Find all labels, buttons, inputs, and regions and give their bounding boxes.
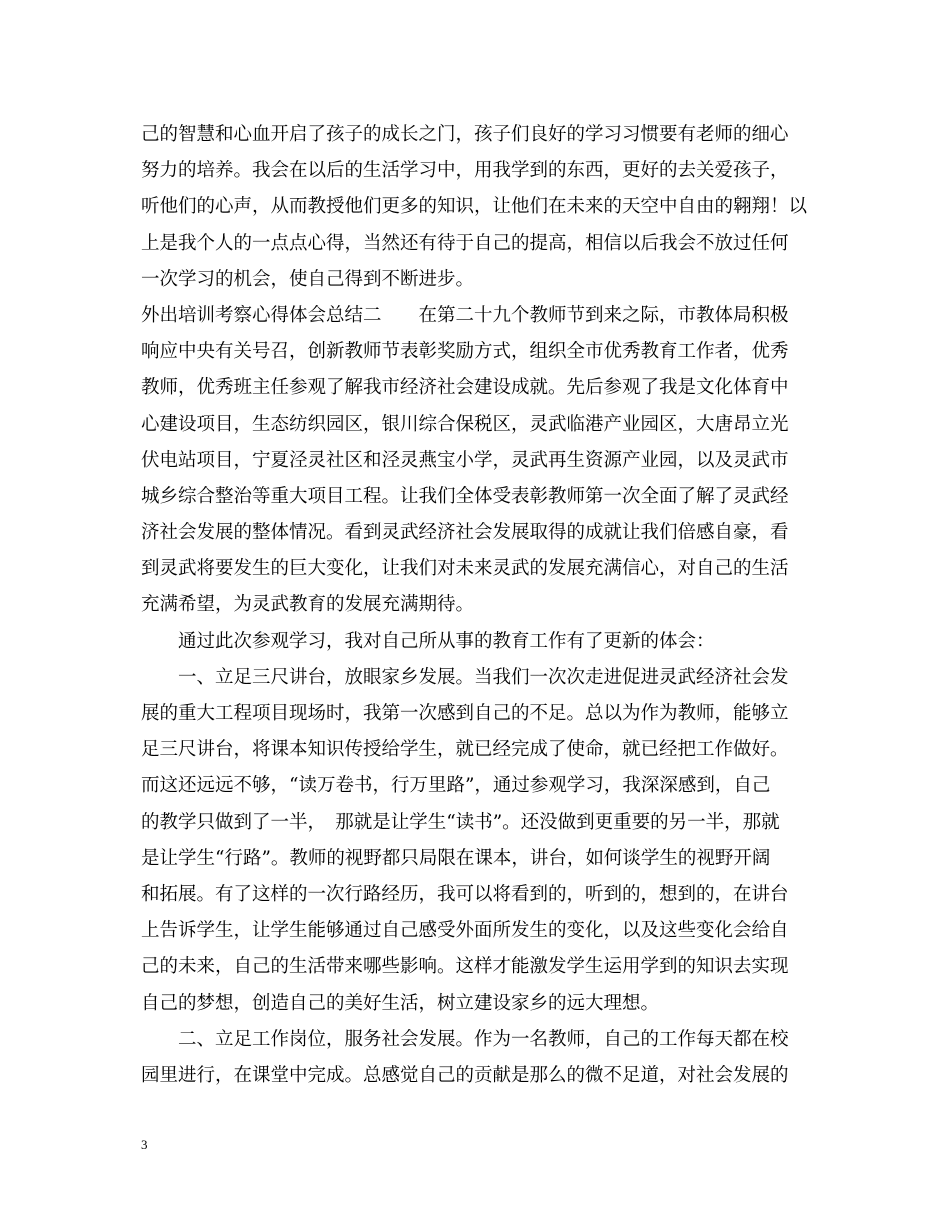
text-line: 上告诉学生，让学生能够通过自己感受外面所发生的变化，以及这些变化会给自 (141, 920, 789, 942)
text-line: 己的智慧和心血开启了孩子的成长之门，孩子们良好的学习习惯要有老师的细心 (141, 124, 789, 145)
paragraph-line: 一、立足三尺讲台，放眼家乡发展。当我们一次次走进促进灵武经济社会发 (141, 666, 789, 688)
section-heading-line: 外出培训考察心得体会总结二 在第二十九个教师节到来之际，市教体局积极 (141, 304, 789, 326)
text-line: 园里进行，在课堂中完成。总感觉自己的贡献是那么的微不足道，对社会发展的 (141, 1064, 789, 1086)
text-line: 展的重大工程项目现场时，我第一次感到自己的不足。总以为作为教师，能够立 (141, 703, 789, 724)
text-line: 到灵武将要发生的巨大变化，让我们对未来灵武的发展充满信心，对自己的生活 (141, 558, 789, 580)
text-line: 一次学习的机会，使自己得到不断进步。 (141, 268, 475, 290)
text-line: 努力的培养。我会在以后的生活学习中，用我学到的东西，更好的去关爱孩子， (141, 160, 789, 182)
text-line: 充满希望，为灵武教育的发展充满期待。 (141, 594, 475, 616)
page-number: 3 (141, 1137, 148, 1152)
text-line: 己的未来，自己的生活带来哪些影响。这样才能激发学生运用学到的知识去实现 (141, 956, 789, 978)
text-line: 济社会发展的整体情况。看到灵武经济社会发展取得的成就让我们倍感自豪，看 (141, 522, 789, 544)
text-line: 和拓展。有了这样的一次行路经历，我可以将看到的，听到的，想到的，在讲台 (141, 883, 789, 905)
text-line: 的教学只做到了一半， 那就是让学生“读书”。还没做到更重要的另一半，那就 (141, 811, 780, 833)
text-line: 心建设项目，生态纺织园区，银川综合保税区，灵武临港产业园区，大唐昂立光 (141, 413, 789, 435)
text-line: 是让学生“行路”。教师的视野都只局限在课本，讲台，如何谈学生的视野开阔 (141, 847, 771, 869)
text-line: 听他们的心声，从而教授他们更多的知识，让他们在未来的天空中自由的翱翔！以 (141, 196, 808, 218)
text-line: 伏电站项目，宁夏泾灵社区和泾灵燕宝小学，灵武再生资源产业园，以及灵武市 (141, 449, 789, 471)
body-text (141, 117, 821, 1094)
text-line: 响应中央有关号召，创新教师节表彰奖励方式，组织全市优秀教育工作者，优秀 (141, 341, 789, 363)
paragraph-line: 通过此次参观学习，我对自己所从事的教育工作有了更新的体会： (141, 630, 715, 652)
text-line: 而这还远远不够，“读万卷书，行万里路”，通过参观学习，我深深感到，自己 (141, 775, 771, 797)
text-line: 教师，优秀班主任参观了解我市经济社会建设成就。先后参观了我是文化体育中 (141, 377, 789, 399)
text-line: 自己的梦想，创造自己的美好生活，树立建设家乡的远大理想。 (141, 992, 660, 1014)
text-line: 上是我个人的一点点心得，当然还有待于自己的提高，相信以后我会不放过任何 (141, 232, 789, 254)
paragraph-line: 二、立足工作岗位，服务社会发展。作为一名教师，自己的工作每天都在校 (141, 1028, 789, 1050)
text-line: 城乡综合整治等重大项目工程。让我们全体受表彰教师第一次全面了解了灵武经 (141, 485, 789, 507)
text-line: 足三尺讲台，将课本知识传授给学生，就已经完成了使命，就已经把工作做好。 (141, 739, 789, 761)
